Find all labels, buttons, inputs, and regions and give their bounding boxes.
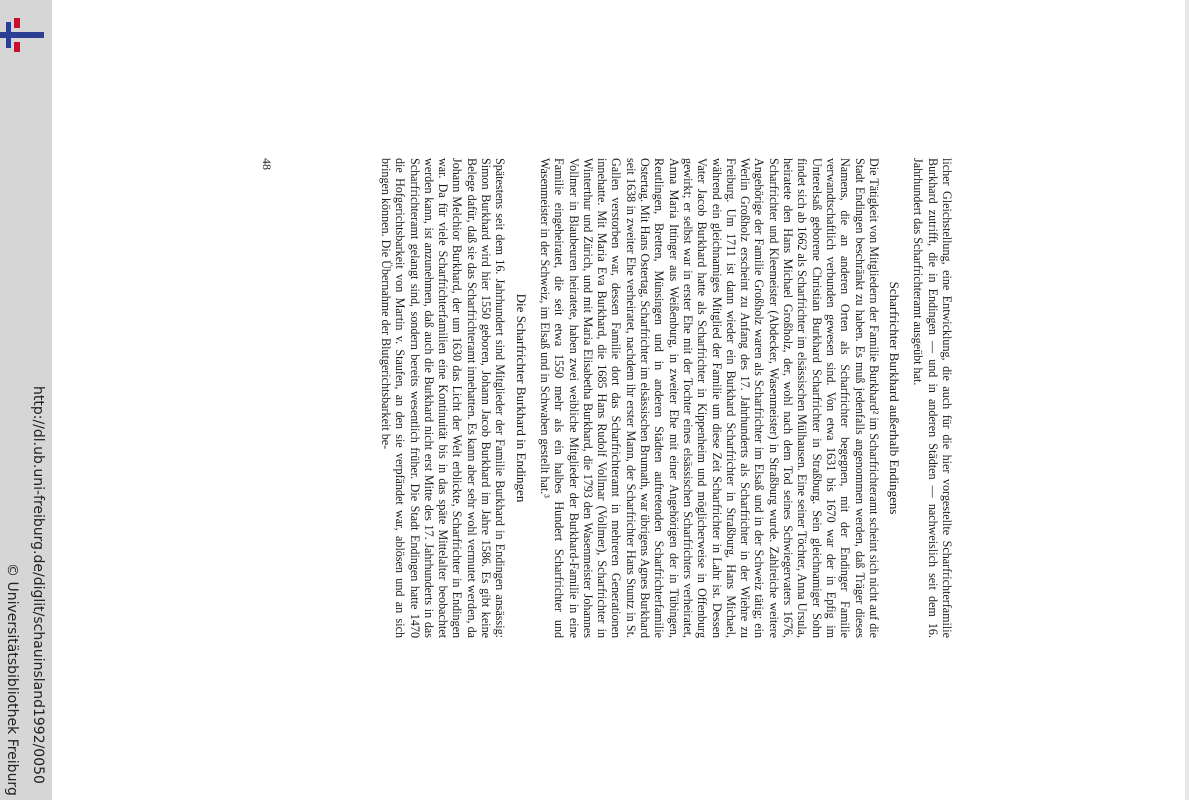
section1-paragraph: Die Tätigkeit von Mitgliedern der Familie Burkhard² im Scharfrichteramt scheint sich nicht auf die Stadt Endingen beschränkt zu haben. Es muß jedenfalls angenommen werden, daß Träger dieses Namens, die an anderen Orten als Scharfrichter begegnen, mit der Endinger Familie verwandtschaftlich verbunden gewesen sind. Von etwa 1631 bis 1670 war der in Epfig im Unterelsaß geborene Christian Burkhard Scharfrichter in Straßburg. Sein gleichnamiger Sohn findet sich ab 1662 als Scharfrichter im elsässischen Mülhausen. Eine seiner Töchter, Anna Ursula, heiratete den Hans Michael Großholz, der, wohl nach dem Tod seines Schwiegervaters 1676, Scharfrichter und Kleemeister (Abdecker, Wasenmeister) in Straßburg wurde. Zahlreiche weitere Angehörige der Familie Großholz waren als Scharfrichter im Elsaß und in der Schweiz tätig; ein Werlin Großholz erscheint zu Anfang des 17. Jahrhunderts als Scharfrichter in der Wiehre zu Freiburg. Um 1711 ist dann wieder ein Burkhard Scharfrichter in Straßburg, Hans Michael, während ein gleichnamiges Mitglied der Familie um diese Zeit Scharfrichter in Lahr ist. Dessen Vater Jacob Burkhard hatte als Scharfrichter in Kippenheim und möglicherweise in Offenburg gewirkt; er selbst war in erster Ehe mit der Tochter eines elsässischen Scharfrichters verheiratet, Anna Maria Ittinger aus Weißenburg, in zweiter Ehe mit einer Angehörigen der in Tübingen, Reutlingen, Bretten, Münsingen und in anderen Städten auftretenden Scharfrichterfamilie Ostertag. Mit Hans Ostertag, Scharfrichter im elsässischen Brumath, war übrigens Agnes Burkhard seit 1638 in zweiter Ehe verheiratet, nachdem ihr erster Mann, der Scharfrichter Hans Stuntz in St. Gallen verstorben war, dessen Familie dort das Scharfrichteramt in mehreren Generationen innehatte. Mit Maria Eva Burkhard, die 1685 Hans Rudolf Vollmar (Vollmer), Scharfrichter in Winterthur und Zürich, und mit Maria Elisabetha Burkhard, die 1793 den Wasenmeister Johannes Vollmer in Blaubeuren heiratete, haben zwei weibliche Mitglieder der Burkhard-Familie in eine Familie eingeheiratet, die seit etwa 1550 mehr als ein halbes Hundert Scharfrichter und Wasenmeister in der Schweiz, im Elsaß und in Schwaben gestellt hat.³ [537,158,881,638]
copyright-notice: © Universitätsbibliothek Freiburg [4,563,20,796]
permalink-url[interactable]: http://dl.ub.uni-freiburg.de/diglit/schauinsland1992/0050 [30,386,46,784]
page-number: 48 [260,158,274,170]
ub-freiburg-logo-icon[interactable] [0,18,44,52]
scanned-page-rotated [379,158,954,638]
section2-paragraph: Spätestens seit dem 16. Jahrhundert sind Mitglieder der Familie Burkhard in Endingen ansässig: Simon Burkhard wird hier 1550 geboren, Johann Jacob Burkhard im Jahre 1586. Es gibt keine Belege dafür, daß sie das Scharfrichteramt innehatten. Es kann aber sehr wohl vermutet werden, da Johann Melchior Burkhard, der um 1630 das Licht der Welt erblickte, Scharfrichter in Endingen war. Da für viele Scharfrichterfamilien eine Kontinuität bis in das späte Mittelalter beobachtet werden kann, ist anzunehmen, daß auch die Burkhard nicht erst Mitte des 17. Jahrhunderts in das Scharfrichteramt gelangt sind, sondern bereits wesentlich früher. Die Stadt Endingen hatte 1470 die Hofgerichtsbarkeit von Martin v. Staufen, an den sie verpfändet war, ablösen und an sich bringen können. Die Übernahme der Blutgerichtsbarkeit be- [379,158,508,638]
section-heading-1: Scharfrichter Burkhard außerhalb Endingens [887,281,903,515]
intro-paragraph: licher Gleichstellung, eine Entwicklung, die auch für die hier vorgestellte Scharfrichterfamilie Burkhard zutrifft, die in Endingen — und in anderen Städten — nachweislich seit dem 16. Jahrhundert das Scharfrichteramt ausgeübt hat. [911,158,954,638]
page-right-border [1185,0,1189,800]
section-heading-2: Die Scharfrichter Burkhard in Endingen [513,293,529,503]
viewer-sidebar [0,0,52,800]
